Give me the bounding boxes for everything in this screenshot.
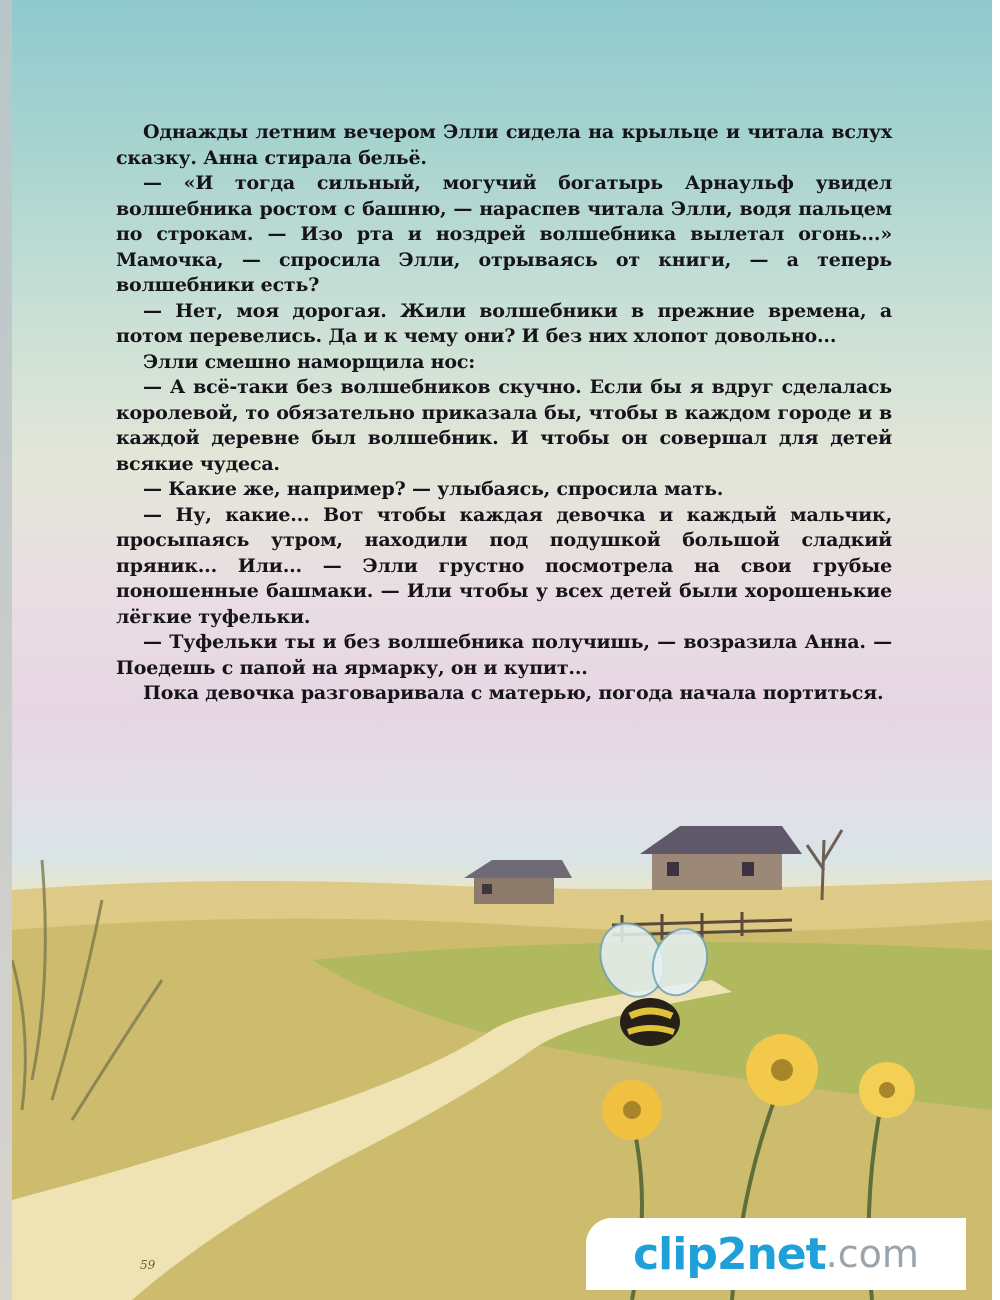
page-left-edge: [0, 0, 12, 1300]
farmhouse-right: [640, 826, 802, 890]
story-text: [116, 120, 892, 707]
watermark-suffix: .com: [825, 1232, 919, 1276]
book-page: [12, 0, 992, 1300]
paragraph: — Нет, моя дорогая. Жили волшебники в прежние времена, а потом перевелись. Да и к чему они? И без них хлопот довольно...: [116, 299, 892, 347]
paragraph: — Какие же, например? — улыбаясь, спросила мать.: [143, 478, 724, 500]
clip2net-watermark: [586, 1218, 966, 1290]
page-number: 59: [140, 1258, 156, 1272]
paragraph: Элли смешно наморщила нос:: [143, 350, 476, 373]
paragraph: Пока девочка разговаривала с матерью, погода начала портиться.: [143, 682, 884, 704]
paragraph: — «И тогда сильный, могучий богатырь Арнаульф увидел волшебника ростом с башню, — нараспев читала Элли, водя пальцем по строкам. — Изо рта и ноздрей волшебника вылетал огонь...» Мамочка, — спросила Элли, отрываясь от книги, — а теперь волшебники есть?: [116, 172, 892, 296]
paragraph: Однажды летним вечером Элли сидела на крыльце и читала вслух сказку. Анна стирала бельё.: [116, 121, 892, 169]
paragraph: — Ну, какие... Вот чтобы каждая девочка и каждый мальчик, просыпаясь утром, находили под подушкой большой сладкий пряник... Или... — Элли грустно посмотрела на свои грубые поношенные башмаки. — Или чтобы у всех детей были хорошенькие лёгкие туфельки.: [116, 503, 892, 628]
paragraph: — А всё-таки без волшебников скучно. Если бы я вдруг сделалась королевой, то обязательно приказала бы, чтобы в каждом городе и в каждой деревне был волшебник. И чтобы он совершал для детей всякие чудеса.: [116, 376, 892, 475]
paragraph: — Туфельки ты и без волшебника получишь, — возразила Анна. — Поедешь с папой на ярмарку, он и купит...: [116, 631, 892, 679]
watermark-main: clip2net: [633, 1228, 826, 1280]
